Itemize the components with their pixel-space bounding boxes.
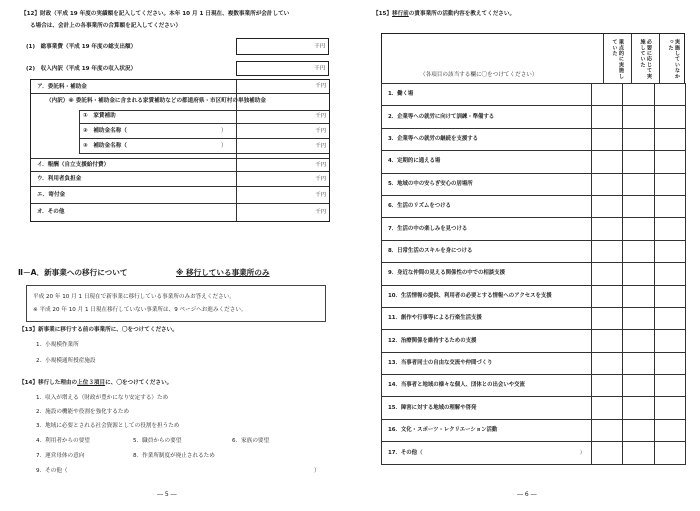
activity-label (382, 240, 592, 262)
income-row-e (31, 187, 329, 204)
unit-label: 千円 (315, 83, 326, 89)
activity-label-text: 2．企業等への就労に向けて訓練・準備する (388, 113, 495, 120)
answer-cell-priority[interactable] (592, 330, 623, 352)
activity-label-text: 17．その他（ (388, 449, 423, 456)
answer-cell-not-done[interactable] (654, 442, 685, 464)
activity-label (382, 375, 592, 397)
page-6 (352, 0, 700, 511)
page-number-5: ― 5 ― (157, 491, 177, 498)
answer-cell-as-needed[interactable] (623, 240, 654, 262)
breakdown-note-row (31, 94, 329, 110)
reward-label: イ．報酬（自立支援給付費） (37, 162, 110, 168)
unit-label: 千円 (315, 143, 326, 149)
answer-cell-not-done[interactable] (654, 263, 685, 285)
q14-option-7[interactable]: 7．運営母体の意向 (36, 453, 85, 459)
activity-row (382, 397, 686, 419)
unit-label: 千円 (315, 209, 326, 215)
total-cost-field[interactable] (236, 38, 329, 55)
activity-label (382, 307, 592, 329)
activity-label (382, 352, 592, 374)
total-cost-label: (1) 総事業費（平成 19 年度の総支出額） (26, 44, 137, 50)
col-header-not-done: 実施していなかった (667, 39, 680, 79)
activity-row (382, 419, 686, 441)
activity-label-text: 7．生活の中の楽しみを見つける (388, 225, 468, 232)
activity-label-text: 4．定期的に通える場 (388, 158, 441, 165)
subsidy-name-2-label: ② 補助金名称（ (83, 128, 127, 134)
activity-label-text: 12．治療関係を維持するための支援 (388, 337, 477, 344)
page-number-6: ― 6 ― (517, 491, 537, 498)
answer-cell-priority[interactable] (592, 307, 623, 329)
activity-row (382, 240, 686, 262)
answer-cell-not-done[interactable] (654, 419, 685, 441)
answer-cell-as-needed[interactable] (623, 106, 654, 128)
answer-cell-priority[interactable] (592, 352, 623, 374)
activity-label (382, 397, 592, 419)
activity-row (382, 195, 686, 217)
activity-label-text: 11．創作や行事等による行楽生活支援 (388, 315, 482, 322)
answer-cell-not-done[interactable] (654, 106, 685, 128)
note-line-2: ※ 平成 20 年 10 月 1 日現在移行していない事業所は、9 ページへお進みください。 (33, 307, 247, 313)
section-title: Ⅱ－A．新事業への移行について (18, 268, 128, 277)
activity-label-text: 5．地域の中の安らぎ安心の居場所 (388, 180, 473, 187)
activity-label-text: 3．企業等への就労の継続を支援する (388, 136, 479, 143)
answer-cell-as-needed[interactable] (623, 285, 654, 307)
answer-cell-priority[interactable] (592, 84, 623, 106)
subsidy-name-3-label: ③ 補助金名称（ (83, 143, 127, 149)
activity-row (382, 375, 686, 397)
q15-heading (373, 11, 515, 18)
unit-label: 千円 (314, 65, 325, 72)
q14-heading-post: に、〇をつけてください。 (105, 380, 173, 386)
answer-cell-priority[interactable] (592, 285, 623, 307)
answer-cell-not-done[interactable] (654, 173, 685, 195)
q15-heading-pre: 【15】 (373, 11, 392, 17)
activity-label (382, 128, 592, 150)
activity-label-text: 8．日常生活のスキルを身につける (388, 248, 473, 255)
activity-label (382, 442, 592, 464)
activity-label-text: 14．当事者と地域の様々な個人、団体との出会いや交流 (388, 382, 525, 389)
answer-cell-priority[interactable] (592, 173, 623, 195)
income-total-field[interactable] (236, 61, 329, 76)
answer-cell-as-needed[interactable] (623, 442, 654, 464)
q15-heading-emphasis: 移行前 (391, 11, 409, 17)
col-header-as-needed: 必要に応じて実施していた (639, 39, 652, 79)
q14-option-5[interactable]: 5．職員からの要望 (133, 438, 182, 444)
income-row-o (31, 204, 329, 221)
q14-option-8[interactable]: 8．作業所制度が廃止されるため (133, 453, 215, 459)
answer-cell-not-done[interactable] (654, 397, 685, 419)
activity-label (382, 173, 592, 195)
answer-cell-as-needed[interactable] (623, 195, 654, 217)
answer-cell-priority[interactable] (592, 263, 623, 285)
q13-option-2[interactable]: 2．小規模通所授産施設 (36, 358, 96, 364)
activity-label-text: 13．当事者同士の自由な交流や仲間づくり (388, 360, 493, 366)
answer-cell-as-needed[interactable] (623, 128, 654, 150)
answer-cell-as-needed[interactable] (623, 151, 654, 173)
answer-cell-as-needed[interactable] (623, 375, 654, 397)
activity-label (382, 151, 592, 173)
activity-row (382, 330, 686, 352)
paren-close: ） (579, 450, 586, 457)
answer-cell-priority[interactable] (592, 375, 623, 397)
answer-cell-as-needed[interactable] (623, 330, 654, 352)
section-tag: ※ 移行している事業所のみ (176, 268, 270, 277)
other-label: オ．その他 (37, 209, 65, 215)
q13-heading: 【13】新事業に移行する前の事業所に、〇をつけてください。 (19, 327, 178, 333)
paren-close: ） (314, 468, 320, 474)
q14-heading (19, 380, 172, 387)
q14-option-6[interactable]: 6．家族の要望 (232, 438, 270, 444)
activity-row (382, 263, 686, 285)
answer-cell-as-needed[interactable] (623, 419, 654, 441)
paren-close: ） (221, 128, 227, 134)
q14-option-1[interactable]: 1．収入が増える（財政が豊かになり安定する）ため (36, 395, 169, 401)
answer-cell-as-needed[interactable] (623, 397, 654, 419)
unit-label: 千円 (315, 162, 326, 168)
paren-close: ） (221, 143, 227, 149)
q12-heading: 【12】財政（平成 19 年度の実績額を記入してください。本年 10 月 1 日現在、複数事業所が会計してい (21, 11, 290, 17)
activity-label (382, 218, 592, 240)
answer-cell-priority[interactable] (592, 240, 623, 262)
answer-cell-as-needed[interactable] (623, 307, 654, 329)
activity-label-text: 1．働く場 (388, 91, 414, 98)
answer-cell-not-done[interactable] (654, 375, 685, 397)
answer-cell-priority[interactable] (592, 195, 623, 217)
unit-label: 千円 (314, 43, 325, 50)
answer-cell-as-needed[interactable] (623, 218, 654, 240)
q15-activity-table (381, 83, 686, 465)
income-row-u (31, 172, 329, 187)
activity-label (382, 330, 592, 352)
answer-cell-priority[interactable] (592, 397, 623, 419)
activity-label-text: 10．生活情報の提供、利用者の必要とする情報へのアクセスを支援 (388, 292, 552, 299)
unit-label: 千円 (315, 128, 326, 134)
answer-cell-priority[interactable] (592, 419, 623, 441)
note-line-1: 平成 20 年 10 月 1 日現在で新事業に移行している事業所のみお答えください。 (33, 294, 235, 300)
activity-label (382, 106, 592, 128)
breakdown-note: （内訳）※ 委託料・補助金に含まれる家賃補助などの都道府県・市区町村の単独補助金 (46, 98, 266, 104)
user-fee-label: ウ．利用者負担金 (37, 176, 82, 182)
note-box (26, 285, 326, 322)
unit-label: 千円 (315, 192, 326, 198)
answer-cell-not-done[interactable] (654, 352, 685, 374)
income-row-item3[interactable] (79, 139, 329, 154)
answer-cell-not-done[interactable] (654, 330, 685, 352)
q14-heading-pre: 【14】移行した理由の (19, 380, 78, 386)
answer-cell-not-done[interactable] (654, 128, 685, 150)
income-row-a (31, 80, 329, 94)
answer-cell-not-done[interactable] (654, 218, 685, 240)
activity-label (382, 263, 592, 285)
answer-cell-as-needed[interactable] (623, 352, 654, 374)
answer-cell-priority[interactable] (592, 151, 623, 173)
activity-row (382, 106, 686, 128)
answer-cell-as-needed[interactable] (623, 263, 654, 285)
answer-cell-priority[interactable] (592, 106, 623, 128)
q13-option-1[interactable]: 1．小規模作業所 (36, 342, 79, 348)
activity-label-text: 6．生活のリズムをつける (388, 203, 451, 210)
activity-row (382, 442, 686, 464)
q14-option-9[interactable]: 9．その他（ (36, 468, 68, 474)
activity-label-text: 9．身近な仲間の見える関係性の中での相談支援 (388, 270, 505, 277)
activity-row (382, 285, 686, 307)
income-row-item2[interactable] (79, 124, 329, 139)
activity-label (382, 419, 592, 441)
activity-label (382, 195, 592, 217)
answer-cell-as-needed[interactable] (623, 84, 654, 106)
activity-row (382, 128, 686, 150)
activity-row (382, 173, 686, 195)
col-header-priority: 重点的に実施していた (611, 39, 624, 79)
q15-instruction: （各項目の該当する欄に〇をつけてください） (420, 72, 538, 78)
income-row-item1 (79, 110, 329, 124)
activity-label (382, 285, 592, 307)
q12-heading-cont: る場合は、会計上の各事業所の合算額を記入してください） (30, 23, 182, 29)
donation-label: エ．寄付金 (37, 192, 66, 198)
activity-row (382, 307, 686, 329)
answer-cell-priority[interactable] (592, 442, 623, 464)
activity-row (382, 218, 686, 240)
q14-heading-emphasis: 上位３項目 (77, 380, 106, 386)
answer-cell-as-needed[interactable] (623, 173, 654, 195)
answer-cell-not-done[interactable] (654, 151, 685, 173)
activity-label-text: 15．障害に対する地域の理解や啓発 (388, 404, 477, 411)
q14-option-3[interactable]: 3．地域に必要とされる社会資源としての役割を担うため (36, 423, 180, 429)
income-breakdown-label: (2) 収入内訳（平成 19 年度の収入状況） (26, 66, 137, 72)
rent-subsidy-label: ① 家賃補助 (83, 113, 116, 119)
q14-option-2[interactable]: 2．施設の機能や役割を強化するため (36, 409, 130, 415)
activity-label (382, 84, 592, 106)
answer-cell-not-done[interactable] (654, 285, 685, 307)
unit-label: 千円 (315, 113, 326, 119)
answer-cell-priority[interactable] (592, 218, 623, 240)
answer-cell-not-done[interactable] (654, 307, 685, 329)
activity-row (382, 352, 686, 374)
q14-option-4[interactable]: 4．利用者からの要望 (36, 438, 90, 444)
answer-cell-not-done[interactable] (654, 84, 685, 106)
activity-row (382, 84, 686, 106)
q15-heading-post: の貴事業所の活動内容を教えてください。 (408, 11, 516, 17)
income-row-i (31, 158, 329, 172)
income-table (30, 79, 330, 222)
activity-row (382, 151, 686, 173)
answer-cell-not-done[interactable] (654, 195, 685, 217)
activity-label-text: 16．文化・スポーツ・レクリエーション活動 (388, 427, 498, 434)
subsidy-label: ア．委託料・補助金 (37, 84, 87, 90)
unit-label: 千円 (315, 176, 326, 182)
answer-cell-priority[interactable] (592, 128, 623, 150)
q15-table-header (381, 33, 685, 83)
answer-cell-not-done[interactable] (654, 240, 685, 262)
